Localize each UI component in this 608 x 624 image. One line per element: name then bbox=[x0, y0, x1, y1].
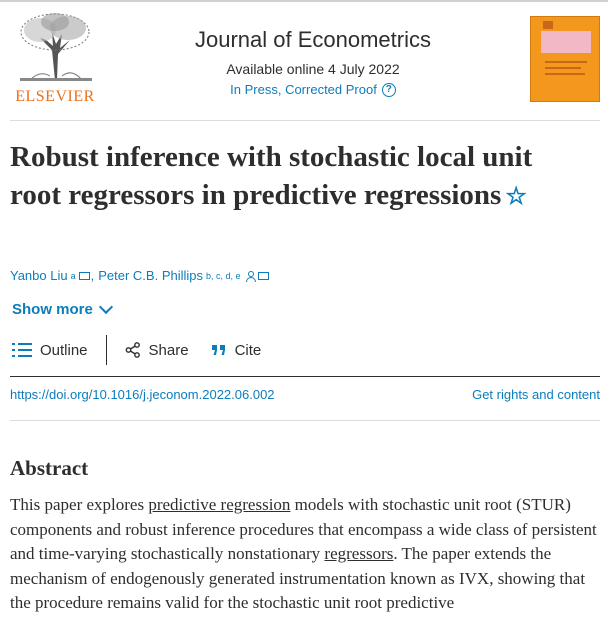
top-divider bbox=[0, 0, 608, 2]
rights-link[interactable]: Get rights and content bbox=[472, 387, 600, 402]
outline-button[interactable] bbox=[12, 342, 88, 359]
status-label[interactable]: In Press, Corrected Proof bbox=[230, 82, 377, 97]
glossary-link[interactable]: predictive regression bbox=[148, 495, 291, 514]
help-circle-icon[interactable]: ? bbox=[382, 83, 396, 97]
cite-label: Cite bbox=[234, 341, 262, 359]
abstract-text-part: models with stochastic unit root (STUR) components and robust inference procedures that encompass a wide class of persistent and time-varying stochastically nonstationary bbox=[10, 495, 597, 563]
cover-logo bbox=[543, 21, 553, 29]
toolbar-divider bbox=[106, 335, 107, 365]
header-divider bbox=[10, 120, 600, 121]
chevron-down-icon bbox=[99, 300, 113, 314]
publisher-name: ELSEVIER bbox=[15, 88, 95, 105]
author-separator: , bbox=[90, 268, 95, 283]
elsevier-logo[interactable] bbox=[10, 10, 100, 106]
list-icon bbox=[12, 342, 32, 358]
outline-label: Outline bbox=[40, 341, 88, 359]
cover-line bbox=[545, 73, 585, 75]
abstract-text-part: . The paper extends the mechanism of endogenously generated instrumentation known as IVX, showing that the procedure remains valid for the stochastic unit root predictive bbox=[10, 544, 586, 612]
author-affiliation[interactable]: a bbox=[70, 270, 76, 281]
cover-line bbox=[545, 67, 581, 69]
star-icon[interactable]: ☆ bbox=[505, 184, 527, 210]
share-button[interactable] bbox=[125, 342, 189, 359]
cite-button[interactable] bbox=[211, 342, 262, 359]
section-divider bbox=[10, 420, 600, 421]
doi-link[interactable]: https://doi.org/10.1016/j.jeconom.2022.06.002 bbox=[10, 387, 275, 402]
journal-cover-thumbnail[interactable] bbox=[530, 16, 600, 102]
author-list bbox=[10, 268, 269, 283]
available-online-date: Available online 4 July 2022 bbox=[226, 61, 400, 77]
author-affiliation[interactable]: b, c, d, e bbox=[206, 270, 241, 281]
quote-icon bbox=[211, 343, 227, 357]
mail-icon[interactable] bbox=[258, 272, 269, 280]
share-icon bbox=[125, 342, 141, 358]
journal-title[interactable]: Journal of Econometrics bbox=[195, 27, 431, 52]
doi-divider bbox=[10, 376, 600, 377]
tree-icon bbox=[10, 10, 100, 86]
show-more-label: Show more bbox=[12, 301, 93, 318]
glossary-link[interactable]: regressors bbox=[324, 544, 394, 563]
cover-line bbox=[545, 61, 587, 63]
abstract-text bbox=[10, 493, 604, 616]
author-name[interactable]: Peter C.B. Phillips bbox=[98, 268, 203, 283]
abstract-text-part: This paper explores bbox=[10, 495, 149, 514]
mail-icon[interactable] bbox=[79, 272, 90, 280]
journal-info bbox=[150, 26, 476, 99]
article-status[interactable] bbox=[230, 81, 396, 99]
person-icon[interactable] bbox=[245, 271, 255, 281]
article-toolbar bbox=[12, 334, 261, 366]
show-more-button[interactable] bbox=[12, 301, 111, 318]
abstract-heading: Abstract bbox=[10, 456, 89, 480]
cover-title-box bbox=[541, 31, 591, 53]
article-title-text: Robust inference with stochastic local unit root regressors in predictive regressions bbox=[10, 141, 533, 211]
share-label: Share bbox=[148, 341, 189, 359]
author-name[interactable]: Yanbo Liu bbox=[10, 268, 68, 283]
article-title bbox=[10, 138, 570, 216]
